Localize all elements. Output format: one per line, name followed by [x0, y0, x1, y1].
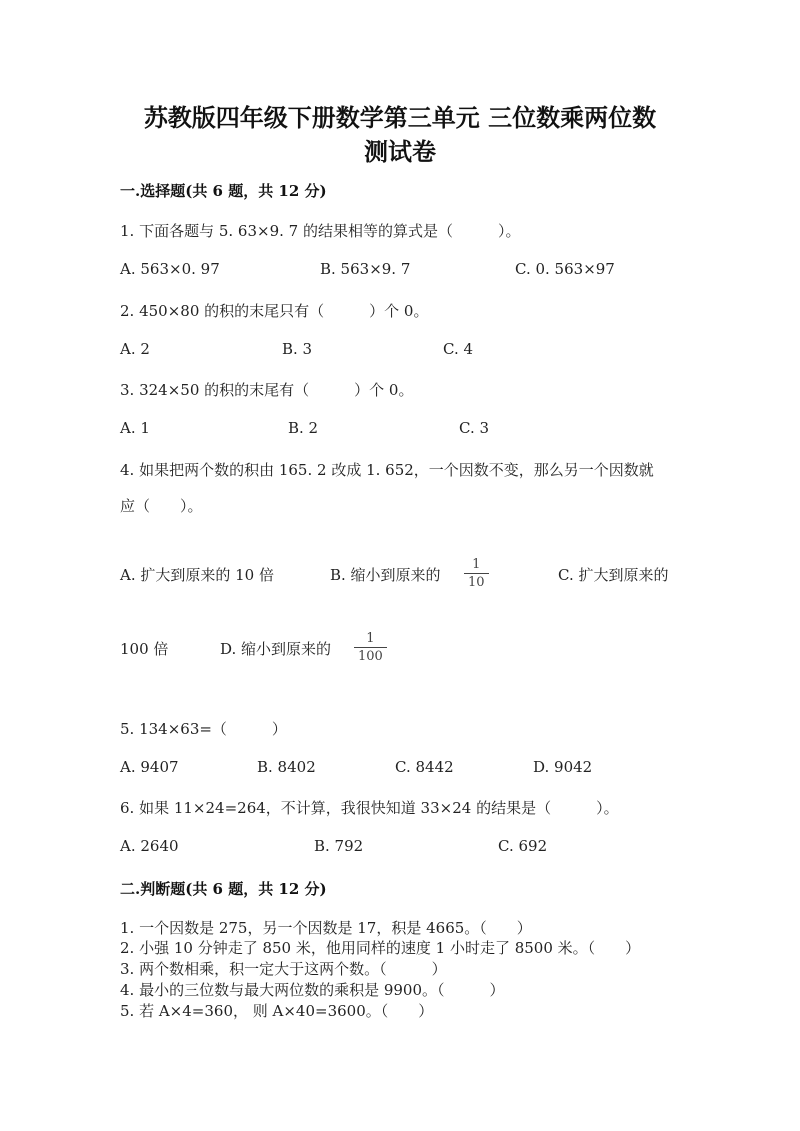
- q4-option-c-continued: 100 倍: [120, 640, 169, 658]
- section-heading-choice: 一.选择题(共 6 题，共 12 分): [120, 182, 327, 200]
- page-title-line2: 测试卷: [364, 137, 436, 166]
- section-heading-judgement: 二.判断题(共 6 题，共 12 分): [120, 880, 327, 898]
- question-4-line2: 应（ ）。: [120, 497, 203, 515]
- q3-option-b: B. 2: [288, 419, 319, 437]
- fraction-bar: [464, 573, 489, 574]
- q4-fraction-one-hundredth: [356, 632, 385, 663]
- q1-option-b: B. 563×9. 7: [320, 260, 411, 278]
- judgement-item-2: 2. 小强 10 分钟走了 850 米，他用同样的速度 1 小时走了 8500 米。（ ）: [120, 939, 641, 957]
- question-3: 3. 324×50 的积的末尾有（ ）个 0。: [120, 381, 414, 399]
- fraction-denominator: 10: [468, 575, 485, 590]
- q5-option-b: B. 8402: [257, 758, 316, 776]
- q4-option-b: B. 缩小到原来的: [330, 566, 441, 584]
- fraction-denominator: 100: [358, 649, 383, 664]
- q2-option-b: B. 3: [282, 340, 313, 358]
- q1-option-c: C. 0. 563×97: [515, 260, 615, 278]
- page-title-line1: 苏教版四年级下册数学第三单元 三位数乘两位数: [143, 103, 657, 132]
- q4-option-a: A. 扩大到原来的 10 倍: [120, 566, 274, 584]
- question-1: 1. 下面各题与 5. 63×9. 7 的结果相等的算式是（ ）。: [120, 222, 521, 240]
- judgement-item-4: 4. 最小的三位数与最大两位数的乘积是 9900。（ ）: [120, 981, 505, 999]
- q4-option-c: C. 扩大到原来的: [558, 566, 669, 584]
- question-2: 2. 450×80 的积的末尾只有（ ）个 0。: [120, 302, 429, 320]
- q1-option-a: A. 563×0. 97: [120, 260, 220, 278]
- judgement-item-5: 5. 若 A×4=360， 则 A×40=3600。（ ）: [120, 1002, 434, 1020]
- q6-option-c: C. 692: [498, 837, 548, 855]
- q3-option-a: A. 1: [120, 419, 150, 437]
- fraction-numerator: 1: [366, 631, 375, 646]
- q5-option-a: A. 9407: [120, 758, 179, 776]
- q6-option-b: B. 792: [314, 837, 364, 855]
- question-6: 6. 如果 11×24=264，不计算，我很快知道 33×24 的结果是（ ）。: [120, 799, 619, 817]
- q4-option-d: D. 缩小到原来的: [220, 640, 332, 658]
- q4-fraction-one-tenth: [466, 558, 487, 589]
- question-4-line1: 4. 如果把两个数的积由 165. 2 改成 1. 652，一个因数不变，那么另一个因数就: [120, 461, 654, 479]
- fraction-numerator: 1: [472, 557, 481, 572]
- q2-option-c: C. 4: [443, 340, 474, 358]
- judgement-item-3: 3. 两个数相乘，积一定大于这两个数。（ ）: [120, 960, 447, 978]
- q5-option-c: C. 8442: [395, 758, 454, 776]
- judgement-item-1: 1. 一个因数是 275，另一个因数是 17，积是 4665。（ ）: [120, 919, 532, 937]
- q5-option-d: D. 9042: [533, 758, 593, 776]
- q6-option-a: A. 2640: [120, 837, 179, 855]
- q3-option-c: C. 3: [459, 419, 490, 437]
- fraction-bar: [354, 647, 387, 648]
- q2-option-a: A. 2: [120, 340, 150, 358]
- question-5: 5. 134×63=（ ）: [120, 720, 287, 738]
